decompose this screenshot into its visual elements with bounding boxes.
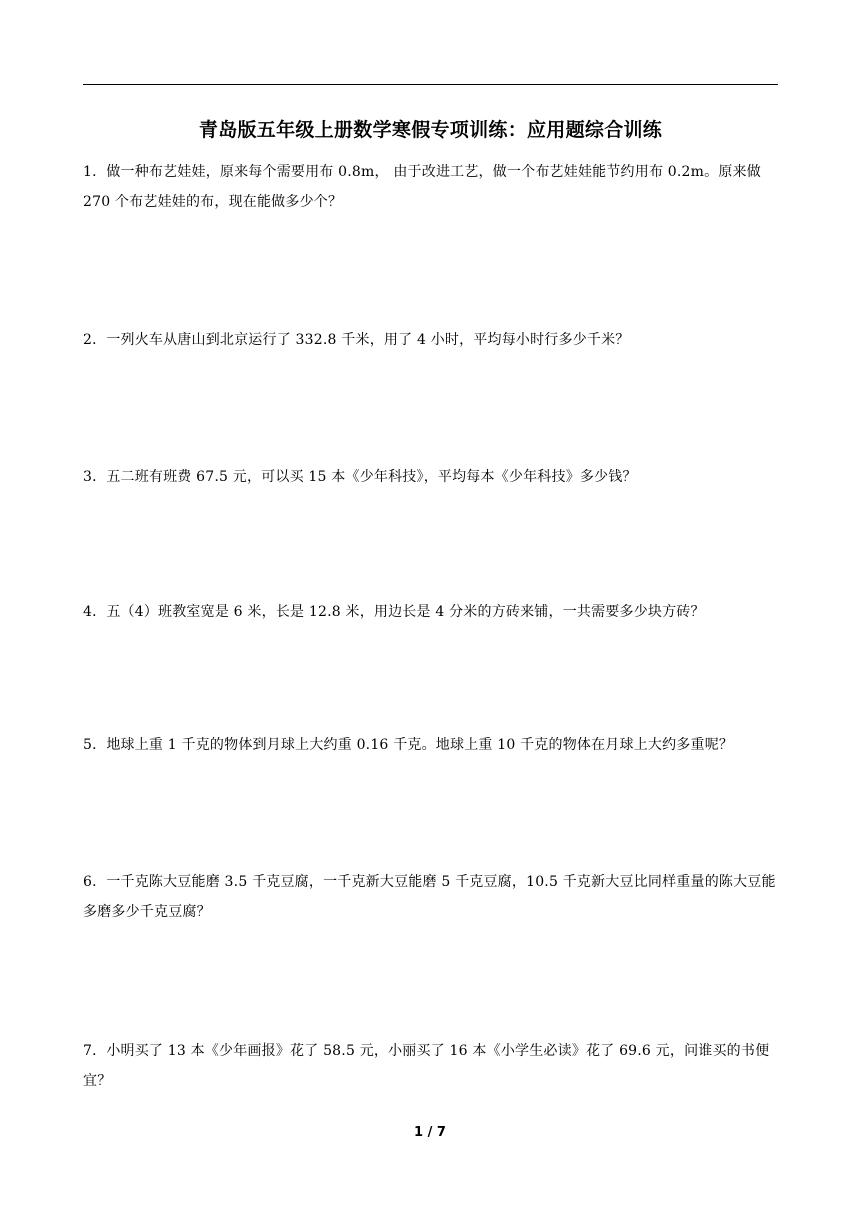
question-3 bbox=[83, 462, 783, 492]
question-number: 6． bbox=[83, 874, 107, 890]
question-7 bbox=[83, 1036, 783, 1096]
question-text: 五二班有班费 67.5 元，可以买 15 本《少年科技》，平均每本《少年科技》多少钱？ bbox=[106, 469, 637, 485]
question-text: 五（4）班教室宽是 6 米，长是 12.8 米，用边长是 4 分米的方砖来铺，一共需要多少块方砖？ bbox=[106, 604, 705, 620]
question-text: 小明买了 13 本《少年画报》花了 58.5 元，小丽买了 16 本《小学生必读》花了 69.6 元，问谁买的书便宜？ bbox=[83, 1043, 770, 1089]
question-number: 7． bbox=[83, 1043, 107, 1059]
document-title: 青岛版五年级上册数学寒假专项训练：应用题综合训练 bbox=[198, 119, 663, 141]
question-text: 地球上重 1 千克的物体到月球上大约重 0.16 千克。地球上重 10 千克的物体在月球上大约多重呢？ bbox=[106, 737, 734, 753]
question-5 bbox=[83, 730, 783, 760]
page-number: 1 / 7 bbox=[414, 1125, 446, 1140]
question-4 bbox=[83, 597, 783, 627]
question-text: 一千克陈大豆能磨 3.5 千克豆腐，一千克新大豆能磨 5 千克豆腐，10.5 千克新大豆比同样重量的陈大豆能多磨多少千克豆腐？ bbox=[83, 874, 776, 920]
question-2 bbox=[83, 325, 783, 355]
question-number: 4． bbox=[83, 604, 107, 620]
question-number: 3． bbox=[83, 469, 107, 485]
question-text: 做一种布艺娃娃，原来每个需要用布 0.8m， 由于改进工艺，做一个布艺娃娃能节约用布 0.2m。原来做 270 个布艺娃娃的布，现在能做多少个？ bbox=[83, 164, 761, 210]
question-number: 2． bbox=[83, 332, 107, 348]
question-number: 1． bbox=[83, 164, 107, 180]
question-1 bbox=[83, 157, 783, 217]
header-rule bbox=[83, 84, 778, 85]
question-6 bbox=[83, 867, 783, 927]
question-text: 一列火车从唐山到北京运行了 332.8 千米，用了 4 小时，平均每小时行多少千米？ bbox=[106, 332, 630, 348]
question-number: 5． bbox=[83, 737, 107, 753]
